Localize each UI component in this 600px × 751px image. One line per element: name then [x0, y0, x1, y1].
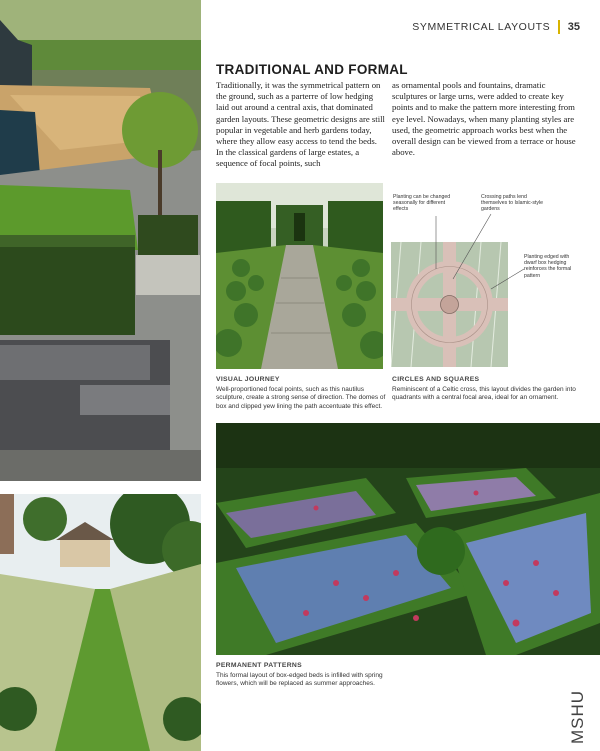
page-number: 35 [567, 21, 580, 33]
annotation-crossing-paths: Crossing paths lend themselves to Islamic-style gardens [481, 194, 543, 213]
permanent-patterns-photo [216, 423, 600, 655]
permanent-patterns-caption: This formal layout of box-edged beds is infilled with spring flowers, which will be replaced as summer approaches. [216, 672, 383, 688]
circles-squares-caption: Reminiscent of a Celtic cross, this layout divides the garden into quadrants with a central focal area, ideal for an ornament. [392, 386, 576, 402]
rooftop-garden-photo [0, 0, 201, 481]
photo-gap [0, 481, 201, 494]
body-column-2: as ornamental pools and fountains, dramatic sculptures or large urns, were added to create key points and to make the pattern more interesting from eye level. Nowadays, when many planting styles are used, the geometric approach works best when the overall design can be viewed from a terrace or house above. [392, 80, 576, 158]
body-column-1: Traditionally, it was the symmetrical pattern on the ground, such as a parterre of low hedging laid out around a central axis, that dominated garden layouts. These geometric designs are still popular in vegetable and herb gardens today, where they allow easy access to tend the beds. In the classical gardens of large estates, a sequence of focal points, such [216, 80, 385, 169]
circles-squares-title: CIRCLES AND SQUARES [392, 376, 480, 383]
running-head [412, 20, 580, 34]
visual-journey-photo [216, 183, 383, 369]
section-title: SYMMETRICAL LAYOUTS [412, 21, 551, 33]
celtic-cross-diagram [391, 184, 581, 370]
article-heading: TRADITIONAL AND FORMAL [216, 62, 408, 77]
header-rule [558, 20, 560, 34]
grass-path-photo [0, 494, 201, 751]
left-photo-column [0, 0, 201, 751]
annotation-planting-changed: Planting can be changed seasonally for different effects [393, 194, 451, 213]
visual-journey-title: VISUAL JOURNEY [216, 376, 280, 383]
visual-journey-caption: Well-proportioned focal points, such as this nautilus sculpture, create a strong sense of direction. The domes of box and clipped yew lining the path accentuate this effect. [216, 386, 386, 410]
watermark: MSHU [568, 689, 587, 744]
diagram-leader-lines [391, 184, 581, 370]
permanent-patterns-title: PERMANENT PATTERNS [216, 662, 302, 669]
annotation-planting-edged: Planting edged with dwarf box hedging reinforces the formal pattern [524, 254, 572, 279]
